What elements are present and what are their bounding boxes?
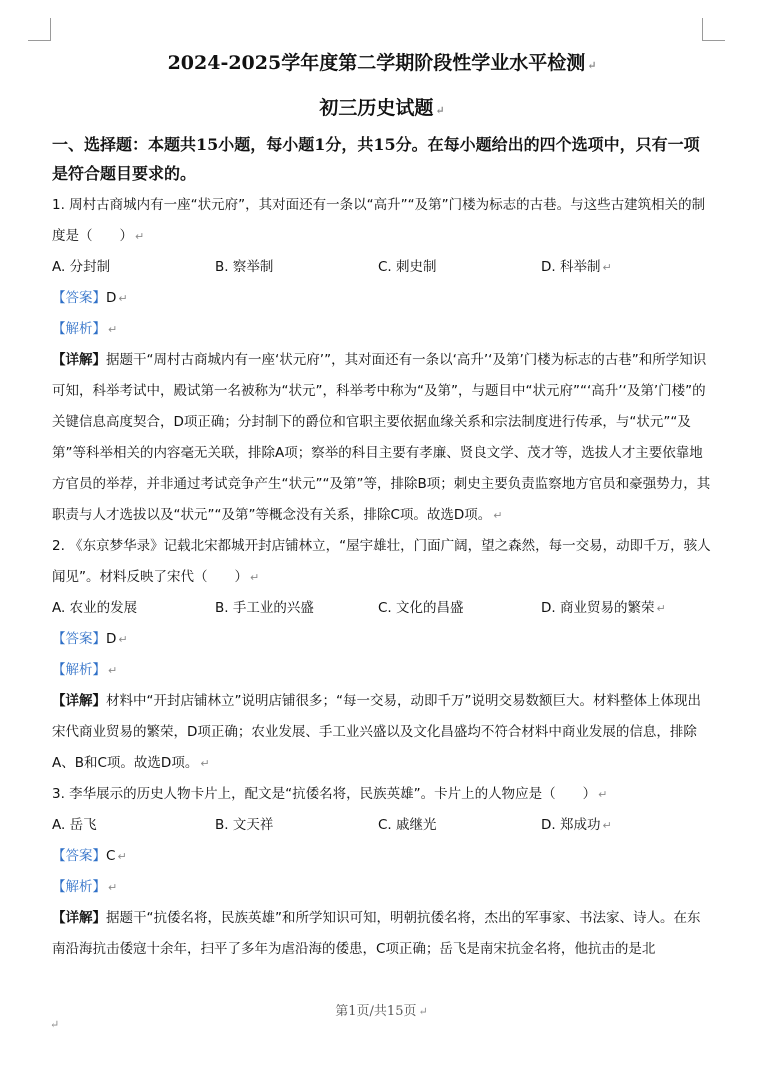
document-page (52, 48, 712, 965)
analysis-line: 【解析】 ↵ (52, 879, 118, 895)
detail-paragraph: 【详解】据题干“抗倭名将，民族英雄”和所学知识可知，明朝抗倭名将，杰出的军事家、书法家、诗人。在东南沿海抗击倭寇十余年，扫平了多年为虐沿海的倭患，C项正确；岳飞是南宋抗金名将，他抗击的是北 (52, 910, 701, 957)
option-a: A. 分封制 (52, 259, 111, 275)
question-1 (52, 190, 712, 531)
option-d: D. 郑成功 ↵ (541, 817, 612, 833)
question-3 (52, 779, 712, 965)
page-footer: 第1页/共15页 ↵ (335, 1004, 428, 1019)
analysis-line: 【解析】 ↵ (52, 662, 118, 678)
option-d: D. 商业贸易的繁荣 ↵ (541, 600, 666, 616)
option-c: C. 戚继光 (378, 817, 437, 833)
option-b: B. 察举制 (215, 259, 274, 275)
option-c: C. 文化的昌盛 (378, 600, 464, 616)
answer-line: 【答案】D ↵ (52, 290, 128, 306)
analysis-line: 【解析】 ↵ (52, 321, 118, 337)
question-2 (52, 531, 712, 779)
option-b: B. 手工业的兴盛 (215, 600, 314, 616)
exam-title: 2024-2025学年度第二学期阶段性学业水平检测 ↵ (167, 52, 597, 74)
answer-line: 【答案】D ↵ (52, 631, 128, 647)
option-c: C. 刺史制 (378, 259, 437, 275)
question-stem: 1. 周村古商城内有一座“状元府”，其对面还有一条以“高升”“及第”门楼为标志的古巷。与这些古建筑相关的制度是（ ） ↵ (52, 197, 706, 244)
exam-subtitle: 初三历史试题 ↵ (319, 97, 445, 119)
crop-mark-top-left (28, 18, 51, 41)
option-list (52, 810, 712, 841)
detail-paragraph: 【详解】材料中“开封店铺林立”说明店铺很多；“每一交易，动即千万”说明交易数额巨大。材料整体上体现出宋代商业贸易的繁荣，D项正确；农业发展、手工业兴盛以及文化昌盛均不符合材料中商业发展的信息，排除A、B和C项。故选D项。 ↵ (52, 693, 701, 771)
answer-line: 【答案】C ↵ (52, 848, 127, 864)
option-list (52, 252, 712, 283)
crop-mark-top-right (702, 18, 725, 41)
question-stem: 2. 《东京梦华录》记载北宋都城开封店铺林立，“屋宇雄壮，门面广阔，望之森然，每一交易，动即千万，骇人闻见”。材料反映了宋代（ ） ↵ (52, 538, 711, 585)
option-a: A. 农业的发展 (52, 600, 138, 616)
section-heading: 一、选择题：本题共15小题，每小题1分，共15分。在每小题给出的四个选项中，只有一项是符合题目要求的。 (52, 135, 700, 183)
end-paragraph-mark: ↵ (50, 1018, 60, 1031)
option-b: B. 文天祥 (215, 817, 274, 833)
option-a: A. 岳飞 (52, 817, 97, 833)
detail-paragraph: 【详解】据题干“周村古商城内有一座‘状元府’”，其对面还有一条以‘高升’‘及第’门楼为标志的古巷”和所学知识可知，科举考试中，殿试第一名被称为“状元”，科举考中称为“及第”，与题目中“状元府”“‘高升’‘及第’门楼”的关键信息高度契合，D项正确；分封制下的爵位和官职主要依据血缘关系和宗法制度进行传承，与“状元”“及第”等科举相关的内容毫无关联，排除A项；察举的科目主要有孝廉、贤良文学、茂才等，选拔人才主要依靠地方官员的举荐，并非通过考试竞争产生“状元”“及第”等，排除B项；刺史主要负责监察地方官员和豪强势力，其职责与人才选拔以及“状元”“及第”等概念没有关系，排除C项。故选D项。 ↵ (52, 352, 711, 523)
question-stem: 3. 李华展示的历史人物卡片上，配文是“抗倭名将，民族英雄”。卡片上的人物应是（ ） ↵ (52, 786, 608, 802)
option-list (52, 593, 712, 624)
option-d: D. 科举制 ↵ (541, 259, 612, 275)
